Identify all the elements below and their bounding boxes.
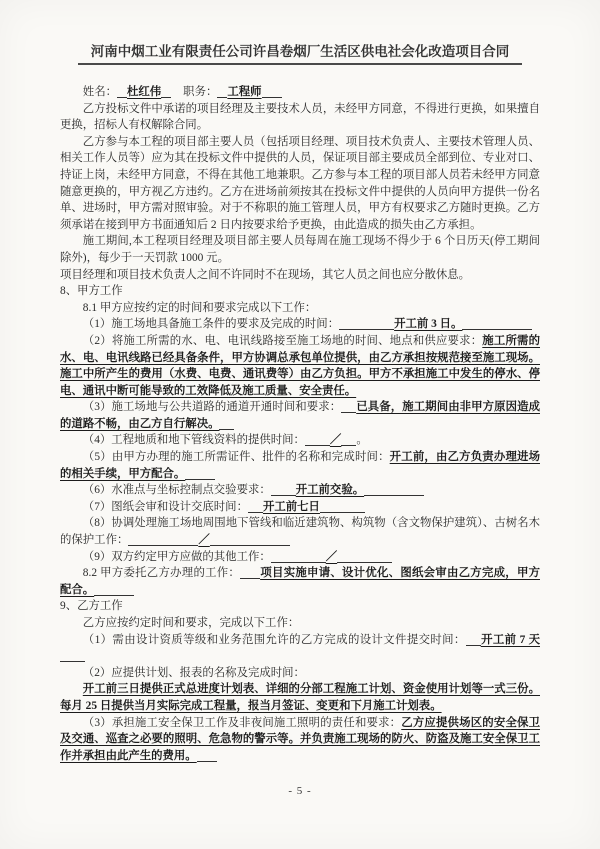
clause-fill-value: 开工前七日 <box>262 500 320 513</box>
document-body <box>60 84 540 764</box>
clause-label: （1）需由设计资质等级和业务范围允许的乙方完成的设计文件提交时间： <box>82 633 466 646</box>
section-8-1-intro: 8.1 甲方应按约定的时间和要求完成以下工作： <box>82 301 317 314</box>
document-header <box>0 40 600 65</box>
clause-fill-value: ／ <box>329 434 342 447</box>
blank-underline <box>462 318 532 330</box>
clause-label: （2）将施工所需的水、电、电讯线路接至施工场地的时间、地点和供应要求： <box>82 334 483 347</box>
blank-underline <box>271 550 326 562</box>
clause-label: （4）工程地质和地下管线资料的提供时间： <box>82 434 305 447</box>
blank-underline <box>341 401 356 413</box>
blank-underline <box>262 86 282 98</box>
blank-underline <box>240 567 260 579</box>
clause-fill-value: 开工前 3 日。 <box>394 318 463 331</box>
clause-8-item-6 <box>60 482 540 499</box>
section-9-heading: 9、乙方工作 <box>60 600 123 613</box>
clause-project-team: 乙方参与本工程的项目部主要人员（包括项目经理、项目技术负责人、主要技术管理人员、相关工作人员等）应为其在投标文件中提供的人员，保证项目部主要成员全部到位、专业对口、持证上岗，未经甲方同意，不得在其他工地兼职。乙方参与本工程的项目部人员若未经甲方同意随意更换的，甲方视乙方违约。乙方在进场前须按其在投标文件中提供的人员向甲方提供一份名单、进场时，甲方需对照审验。对于不称职的施工管理人员，甲方有权要求乙方随时更换。乙方须承诺在接到甲方书面通知后 2 日内按要求给予更换，由此造成的损失由乙方承担。 <box>60 135 540 231</box>
clause-fill-value: ／ <box>325 550 338 563</box>
clause-fill-value: 开工前，由乙方负责办理进场的相关手续，甲方配合。 <box>60 451 540 480</box>
document-title: 河南中烟工业有限责任公司许昌卷烟厂生活区供电社会化改造项目合同 <box>78 40 522 65</box>
page-number: - 5 - <box>288 785 312 797</box>
blank-underline <box>337 550 392 562</box>
blank-underline <box>466 633 481 645</box>
clause-label: （3）承担施工安全保卫工作及非夜间施工照明的责任和要求： <box>82 716 402 729</box>
blank-underline <box>341 434 356 446</box>
clause-fill-value: 开工前三日提供正式总进度计划表、详细的分部工程施工计划、资金使用计划等一式三份。每月 25 日提供当月实际完成工程量，报当月签证、变更和下月施工计划表。 <box>60 683 540 712</box>
blank-underline <box>60 650 85 662</box>
clause-fill-value: 施工所需的水、电、电讯线路已经具备条件，甲方协调总承包单位提供，由乙方承担按规范接至施工现场。施工中所产生的费用（水费、电费、通讯费等）由乙方负担。甲方不承担施工中发生的停水、停电、通讯中断可能导致的工效降低及施工质量、安全责任。 <box>60 334 540 397</box>
clause-8-item-8 <box>60 515 540 548</box>
section-9-intro: 乙方应按约定时间和要求，完成以下工作： <box>82 617 300 629</box>
clause-8-2 <box>60 565 540 598</box>
blank-underline <box>320 500 365 512</box>
blank-underline <box>271 484 296 496</box>
clause-9-item-2-label <box>60 665 540 682</box>
blank-underline <box>117 86 127 98</box>
clause-8-item-3 <box>60 399 540 432</box>
job-value: 工程师 <box>227 86 262 98</box>
blank-underline <box>197 749 217 761</box>
clause-label: （9）双方约定甲方应做的其他工作： <box>82 550 271 563</box>
clause-label: （3）施工场地与公共道路的通道开通时间和要求： <box>82 401 342 414</box>
blank-underline <box>248 500 263 512</box>
name-value: 杜红伟 <box>126 86 162 98</box>
clause-label: （6）水准点与坐标控制点交验要求： <box>82 484 271 497</box>
blank-underline <box>339 318 394 330</box>
clause-label: （8）协调处理施工场地周围地下管线和临近建筑物、构筑物（含文物保护建筑）、古树名木的保护工作： <box>60 517 540 547</box>
clause-9-item-3 <box>60 715 540 765</box>
clause-8-item-7 <box>60 499 540 516</box>
clause-fill-value: ／ <box>198 534 210 547</box>
blank-underline <box>219 417 234 429</box>
blank-underline <box>305 434 330 446</box>
clause-fill-value: 乙方应提供场区的安全保卫及交通、巡查之必要的照明、危急物的警示等。并负责施工现场的防火、防盗及施工安全保卫工作并承担由此产生的费用。 <box>60 716 540 762</box>
clause-suffix: 。 <box>356 434 368 447</box>
clause-label: （2）应提供计划、报表的名称及完成时间： <box>82 666 305 679</box>
clause-fill-value: 已具备，施工期间由非甲方原因造成的道路不畅，由乙方自行解决。 <box>60 401 540 430</box>
blank-underline <box>94 583 134 595</box>
blank-underline <box>210 534 290 546</box>
clause-9-item-2-value <box>60 681 540 714</box>
clause-8-item-4 <box>60 432 540 449</box>
clause-label: （7）图纸会审和设计交底时间： <box>82 500 248 513</box>
blank-underline <box>217 86 227 98</box>
clause-8-item-5 <box>60 449 540 482</box>
clause-8-item-2 <box>60 333 540 399</box>
name-job-line <box>60 84 540 101</box>
clause-label: （1）施工场地具备施工条件的要求及完成的时间： <box>82 318 340 331</box>
clause-site-presence: 施工期间,本工程项目经理及项目部主要人员每周在施工现场不得少于 6 个日历天(停工期间除外)，每少于一天罚款 1000 元。 <box>60 235 540 264</box>
clause-fill-value: 开工前交验。 <box>295 484 365 497</box>
clause-label: （5）由甲方办理的施工所需证件、批件的名称和完成时间： <box>82 451 390 464</box>
clause-fill-value: 开工前 7 天 <box>480 633 540 646</box>
clause-label: 8.2 甲方委托乙方办理的工作： <box>82 567 241 580</box>
clause-manager-rest: 项目经理和项目技术负责人之间不许同时不在现场，其它人员之间也应分散休息。 <box>60 268 471 281</box>
name-label: 姓名： <box>82 86 117 98</box>
job-label: 职务： <box>183 86 218 98</box>
blank-underline <box>161 86 171 98</box>
clause-fill-value: 项目实施申请、设计优化、图纸会审由乙方完成，甲方配合。 <box>60 567 540 596</box>
blank-underline <box>185 467 215 479</box>
section-8-heading: 8、甲方工作 <box>60 285 123 298</box>
clause-8-item-9 <box>60 549 540 566</box>
clause-9-item-1 <box>60 632 540 665</box>
clause-personnel-replacement: 乙方投标文件中承诺的项目经理及主要技术人员，未经甲方同意，不得进行更换，如果擅自更换，招标人有权解除合同。 <box>60 102 540 132</box>
blank-underline <box>128 534 198 546</box>
clause-8-item-1 <box>60 316 540 333</box>
blank-underline <box>364 484 424 496</box>
